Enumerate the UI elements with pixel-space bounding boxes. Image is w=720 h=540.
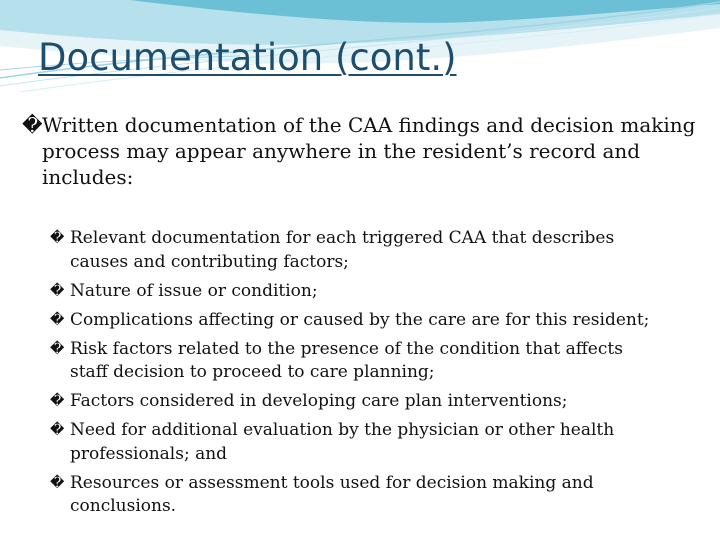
list-item-text: professionals; and <box>70 443 228 464</box>
bullet-marker-icon: � <box>50 422 65 438</box>
list-item <box>50 309 715 333</box>
list-item-text: Risk factors related to the presence of the condition that affects <box>70 338 623 359</box>
list-item-text: Resources or assessment tools used for decision making and <box>70 472 594 493</box>
bullet-marker-icon: � <box>50 282 65 299</box>
list-item-text: Nature of issue or condition; <box>70 280 318 301</box>
bullet-marker-icon: � <box>50 474 65 491</box>
list-item-text: conclusions. <box>70 496 177 516</box>
list-item <box>50 280 715 304</box>
bullet-marker-icon: � <box>50 340 65 357</box>
list-item <box>50 227 715 274</box>
main-bullet-text: Written documentation of the CAA findings and decision making process may appear anywhere in the resident’s record and includes: <box>42 113 696 189</box>
list-item <box>50 390 715 414</box>
list-item-text: Need for additional evaluation by the physician or other health <box>70 420 615 440</box>
list-item-text: Factors considered in developing care plan interventions; <box>70 391 568 411</box>
bullet-marker-icon: � <box>50 311 65 328</box>
slide-title: Documentation (cont.) <box>38 36 457 79</box>
main-bullet-point <box>22 112 702 190</box>
list-item <box>50 419 715 466</box>
sub-bullet-list <box>50 227 715 524</box>
list-item-text: causes and contributing factors; <box>70 251 349 272</box>
list-item <box>50 338 715 385</box>
bullet-marker-icon: � <box>50 230 65 246</box>
list-item-text: Complications affecting or caused by the care are for this resident; <box>70 309 650 330</box>
list-item <box>50 472 715 519</box>
bullet-marker-icon: � <box>50 393 65 409</box>
list-item-text: Relevant documentation for each triggered CAA that describes <box>70 228 615 248</box>
bullet-marker-icon: � <box>22 113 43 137</box>
list-item-text: staff decision to proceed to care planning; <box>70 362 435 382</box>
